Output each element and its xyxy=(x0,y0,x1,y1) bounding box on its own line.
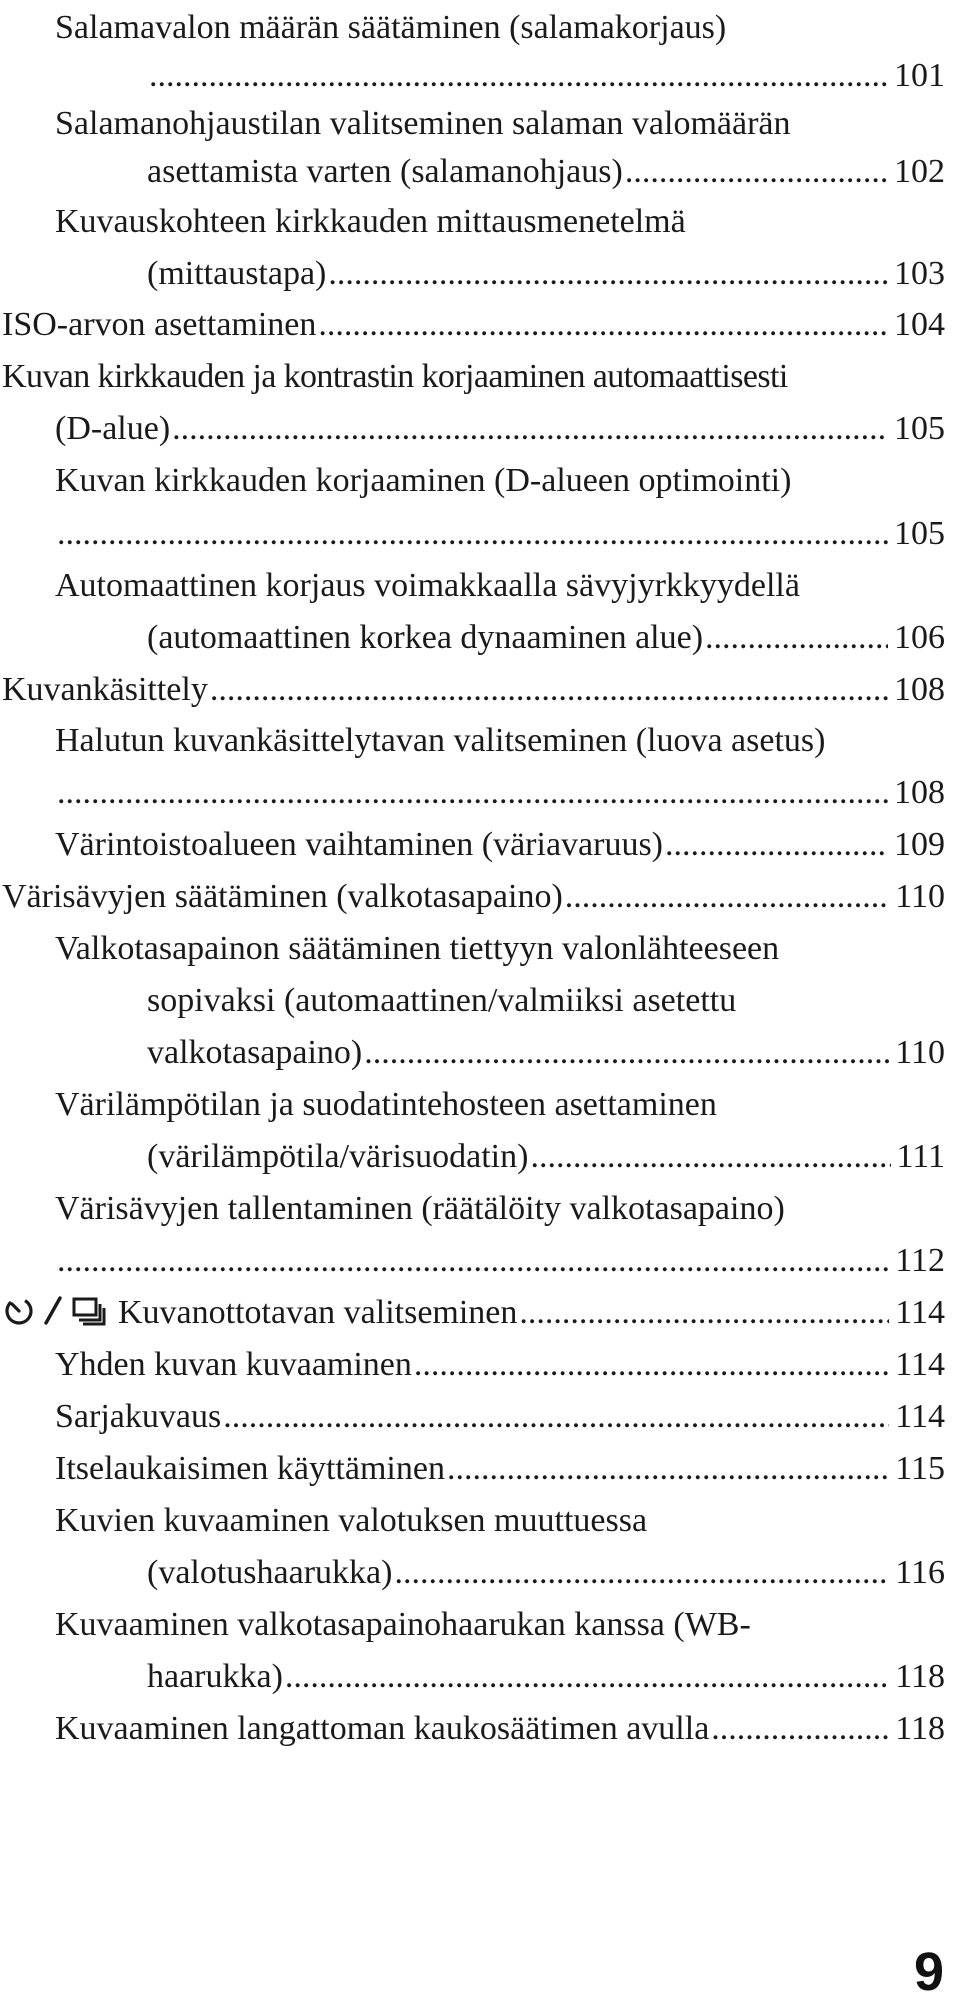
toc-page-number: 108 xyxy=(894,671,945,708)
toc-leader xyxy=(208,665,888,715)
toc-entry[interactable] xyxy=(55,924,945,974)
toc-entry[interactable] xyxy=(55,99,945,149)
toc-entry[interactable] xyxy=(55,404,945,454)
toc-entry-title: (mittaustapa) xyxy=(147,255,327,292)
toc-page-number: 102 xyxy=(894,153,945,190)
toc-entry-title: asettamista varten (salamanohjaus) xyxy=(147,153,623,190)
drive-mode-icons xyxy=(2,1293,108,1327)
toc-entry-title: valkotasapaino) xyxy=(147,1034,363,1071)
toc-leader xyxy=(55,509,888,559)
toc-entry-title: Valkotasapainon säätäminen tiettyyn valonlähteeseen xyxy=(55,930,780,967)
toc-leader xyxy=(445,1444,889,1494)
toc-leader xyxy=(170,404,888,454)
toc-page-number: 114 xyxy=(895,1398,945,1435)
toc-page-number: 105 xyxy=(894,515,945,552)
toc-page-number: 105 xyxy=(894,410,945,447)
toc-leader xyxy=(55,1236,889,1286)
toc-page-number: 116 xyxy=(895,1554,945,1591)
toc-entry[interactable] xyxy=(55,716,945,766)
toc-entry-title: Kuvankäsittely xyxy=(2,671,208,708)
toc-entry[interactable] xyxy=(55,3,945,53)
toc-leader xyxy=(528,1132,890,1182)
toc-page-number: 104 xyxy=(894,306,945,343)
toc-entry-title: (D-alue) xyxy=(55,410,171,447)
toc-page-number: 106 xyxy=(894,619,945,656)
toc-entry-title: Värisävyjen tallentaminen (räätälöity valkotasapaino) xyxy=(55,1190,785,1227)
toc-entry[interactable] xyxy=(147,147,945,197)
toc-leader xyxy=(517,1288,889,1338)
toc-entry-title: Kuvien kuvaaminen valotuksen muuttuessa xyxy=(55,1502,648,1539)
toc-entry-title: sopivaksi (automaattinen/valmiiksi asetettu xyxy=(147,982,737,1019)
toc-page-number: 118 xyxy=(895,1658,945,1695)
toc-entry-title: (värilämpötila/värisuodatin) xyxy=(147,1138,529,1175)
toc-entry[interactable] xyxy=(2,1288,945,1338)
toc-entry[interactable] xyxy=(55,1444,945,1494)
toc-leader xyxy=(392,1548,889,1598)
toc-entry[interactable] xyxy=(55,1600,945,1650)
toc-entry-title: Salamanohjaustilan valitseminen salaman valomäärän xyxy=(55,105,791,142)
page-number: 9 xyxy=(913,1942,944,2002)
toc-entry-title: Värintoistoalueen vaihtaminen (väriavaruus) xyxy=(55,826,663,863)
toc-entry[interactable] xyxy=(55,197,945,247)
toc-entry-title: Värisävyjen säätäminen (valkotasapaino) xyxy=(2,878,563,915)
toc-entry[interactable] xyxy=(55,1392,945,1442)
toc-entry-title: Itselaukaisimen käyttäminen xyxy=(55,1450,445,1487)
toc-entry[interactable] xyxy=(55,1704,945,1754)
toc-entry-title: Kuvaaminen langattoman kaukosäätimen avulla xyxy=(55,1710,710,1747)
toc-entry[interactable] xyxy=(55,1184,945,1234)
self-timer-icon xyxy=(2,1293,36,1327)
toc-leader xyxy=(326,249,888,299)
toc-leader xyxy=(412,1340,889,1390)
slash-separator xyxy=(42,1293,64,1327)
toc-page-number: 110 xyxy=(895,1034,945,1071)
toc-entry[interactable] xyxy=(55,768,945,818)
toc-page-number: 110 xyxy=(895,878,945,915)
toc-page-number: 109 xyxy=(894,826,945,863)
toc-entry[interactable] xyxy=(2,665,945,715)
toc-leader xyxy=(283,1652,889,1702)
toc-entry-title: Kuvanottotavan valitseminen xyxy=(118,1294,518,1331)
toc-entry[interactable] xyxy=(147,51,945,101)
toc-entry-title: Kuvaaminen valkotasapainohaarukan kanssa (WB- xyxy=(55,1606,751,1643)
toc-leader xyxy=(623,147,888,197)
toc-page-number: 114 xyxy=(895,1294,945,1331)
toc-leader xyxy=(663,820,888,870)
toc-leader xyxy=(221,1392,889,1442)
toc-entry[interactable] xyxy=(2,352,945,402)
toc-leader xyxy=(703,613,888,663)
toc-page-number: 103 xyxy=(894,255,945,292)
toc-entry[interactable] xyxy=(55,1080,945,1130)
toc-entry-title: haarukka) xyxy=(147,1658,283,1695)
toc-leader xyxy=(362,1028,889,1078)
toc-entry[interactable] xyxy=(55,820,945,870)
toc-entry[interactable] xyxy=(55,1340,945,1390)
toc-entry[interactable] xyxy=(147,1028,945,1078)
toc-leader xyxy=(147,51,888,101)
toc-entry[interactable] xyxy=(55,456,945,506)
toc-page-number: 118 xyxy=(895,1710,945,1747)
toc-entry-title: (automaattinen korkea dynaaminen alue) xyxy=(147,619,704,656)
toc-entry[interactable] xyxy=(55,1496,945,1546)
toc-entry-title: Värilämpötilan ja suodatintehosteen asettaminen xyxy=(55,1086,717,1123)
toc-entry[interactable] xyxy=(147,1548,945,1598)
toc-entry-title: Yhden kuvan kuvaaminen xyxy=(55,1346,412,1383)
toc-entry-title: (valotushaarukka) xyxy=(147,1554,393,1591)
toc-page-number: 111 xyxy=(896,1138,945,1175)
toc-entry[interactable] xyxy=(147,1652,945,1702)
toc-entry-title: Automaattinen korjaus voimakkaalla sävyjyrkkyydellä xyxy=(55,567,800,604)
toc-entry[interactable] xyxy=(147,976,945,1026)
toc-leader xyxy=(316,300,888,350)
toc-entry[interactable] xyxy=(55,561,945,611)
toc-entry[interactable] xyxy=(147,1132,945,1182)
toc-entry[interactable] xyxy=(2,300,945,350)
continuous-shooting-icon xyxy=(70,1293,108,1327)
toc-entry-title: Halutun kuvankäsittelytavan valitseminen (luova asetus) xyxy=(55,722,826,759)
toc-entry-title: Salamavalon määrän säätäminen (salamakorjaus) xyxy=(55,9,727,46)
toc-leader xyxy=(563,872,889,922)
toc-leader xyxy=(55,768,888,818)
toc-entry-title: Kuvan kirkkauden ja kontrastin korjaaminen automaattisesti xyxy=(2,358,788,395)
toc-page-number: 114 xyxy=(895,1346,945,1383)
toc-entry[interactable] xyxy=(2,872,945,922)
toc-entry[interactable] xyxy=(55,509,945,559)
toc-entry[interactable] xyxy=(147,613,945,663)
toc-entry[interactable] xyxy=(147,249,945,299)
toc-page-number: 115 xyxy=(895,1450,945,1487)
toc-page-number: 112 xyxy=(895,1242,945,1279)
toc-entry-title: ISO-arvon asettaminen xyxy=(2,306,317,343)
toc-entry-title: Kuvan kirkkauden korjaaminen (D-alueen optimointi) xyxy=(55,462,792,499)
toc-page-number: 101 xyxy=(894,57,945,94)
toc-entry[interactable] xyxy=(55,1236,945,1286)
toc-entry-title: Sarjakuvaus xyxy=(55,1398,222,1435)
toc-page-number: 108 xyxy=(894,774,945,811)
toc-leader xyxy=(709,1704,889,1754)
toc-entry-title: Kuvauskohteen kirkkauden mittausmenetelmä xyxy=(55,203,686,240)
